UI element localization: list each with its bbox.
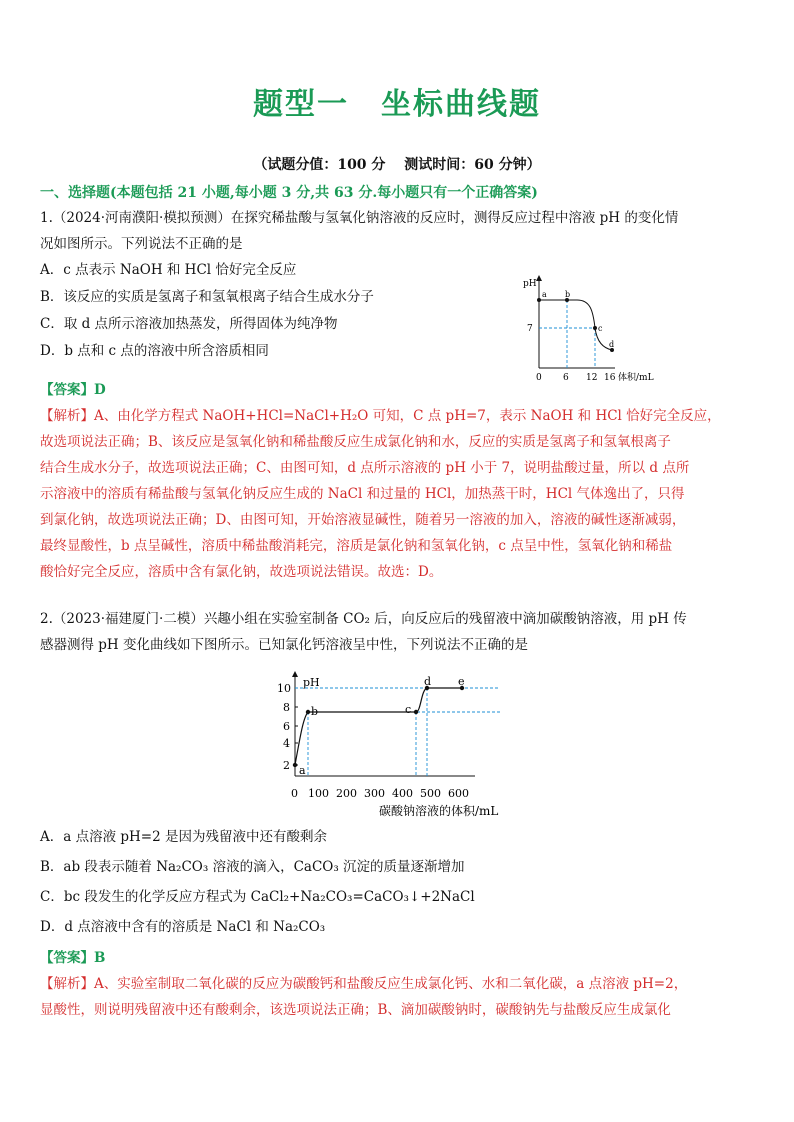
q2-x-tick-600: 600	[448, 787, 469, 800]
q1-analysis-2: 故选项说法正确；B、该反应是氢氧化钠和稀盐酸反应生成氯化钠和水，反应的实质是氢离子和氢氧根离子	[40, 434, 671, 450]
q2-x-tick-200: 200	[336, 787, 357, 800]
q1-y-tick-7: 7	[527, 324, 533, 334]
q2-label-d: d	[424, 675, 432, 688]
q2-answer: 【答案】B	[40, 950, 106, 966]
q2-option-d: D．d 点溶液中含有的溶质是 NaCl 和 Na₂CO₃	[40, 919, 326, 935]
q2-y-tick-6: 6	[283, 720, 290, 733]
q2-stem-line2: 感器测得 pH 变化曲线如下图所示。已知氯化钙溶液呈中性，下列说法不正确的是	[40, 637, 528, 653]
q2-point-a	[293, 763, 297, 767]
q1-xlabel: 体积/mL	[618, 373, 654, 383]
q1-analysis-7: 酸恰好完全反应，溶质中含有氯化钠，故选项说法错误。故选：D。	[40, 564, 443, 580]
q1-analysis-3: 结合生成水分子，故选项说法正确；C、由图可知，d 点所示溶液的 pH 小于 7，说明盐酸过量，所以 d 点所	[40, 460, 690, 476]
q1-label-a: a	[542, 290, 547, 299]
q1-option-c: C．取 d 点所示溶液加热蒸发，所得固体为纯净物	[40, 316, 338, 332]
q2-ph-curve	[295, 688, 462, 765]
q2-x-tick-500: 500	[420, 787, 441, 800]
q1-x-tick-0: 0	[536, 373, 542, 383]
q2-label-b: b	[311, 705, 319, 718]
q2-ph-chart	[275, 668, 525, 818]
q1-point-a	[537, 298, 541, 302]
test-meta: （试题分值：100 分 测试时间：60 分钟）	[253, 157, 541, 173]
q2-option-a: A．a 点溶液 pH=2 是因为残留液中还有酸剩余	[40, 829, 327, 845]
q1-x-tick-6: 6	[563, 373, 569, 383]
q2-x-tick-300: 300	[364, 787, 385, 800]
q2-analysis-2: 显酸性，则说明残留液中还有酸剩余，该选项说法正确；B、滴加碳酸钠时，碳酸钠先与盐酸反应生成氯化	[40, 1002, 671, 1018]
q2-point-c	[414, 710, 418, 714]
q2-x-tick-100: 100	[308, 787, 329, 800]
q1-ylabel: pH	[523, 279, 537, 289]
q1-x-tick-12: 12	[586, 373, 598, 383]
q2-label-a: a	[299, 764, 306, 777]
q1-analysis-4: 示溶液中的溶质有稀盐酸与氢氧化钠反应生成的 NaCl 和过量的 HCl，加热蒸干时，HCl 气体逸出了，只得	[40, 486, 685, 502]
q1-label-b: b	[565, 290, 571, 299]
q1-x-tick-16: 16	[604, 373, 616, 383]
q2-y-tick-4: 4	[283, 737, 290, 750]
section-heading: 一、选择题(本题包括 21 小题,每小题 3 分,共 63 分.每小题只有一个正确答案)	[40, 185, 538, 201]
q1-stem-line1: 1.（2024·河南濮阳·模拟预测）在探究稀盐酸与氢氧化钠溶液的反应时，测得反应过程中溶液 pH 的变化情	[40, 210, 679, 226]
q2-option-b: B．ab 段表示随着 Na₂CO₃ 溶液的滴入，CaCO₃ 沉淀的质量逐渐增加	[40, 859, 465, 875]
q2-label-e: e	[458, 675, 465, 688]
question-2-stem	[40, 606, 760, 658]
q2-x-tick-0: 0	[291, 787, 298, 800]
question-2-body	[40, 824, 760, 1023]
q2-ylabel: pH	[303, 676, 320, 689]
q2-stem-line1: 2.（2023·福建厦门·二模）兴趣小组在实验室制备 CO₂ 后，向反应后的残留液中滴加碳酸钠溶液，用 pH 传	[40, 611, 687, 627]
q2-option-c: C．bc 段发生的化学反应方程式为 CaCl₂+Na₂CO₃=CaCO₃↓+2NaCl	[40, 889, 475, 905]
q2-point-b	[306, 710, 310, 714]
q2-y-tick-8: 8	[283, 701, 290, 714]
q2-y-tick-10: 10	[277, 682, 291, 695]
q2-x-tick-400: 400	[392, 787, 413, 800]
q1-stem-line2: 况如图所示。下列说法不正确的是	[40, 236, 243, 252]
q2-label-c: c	[405, 703, 412, 716]
q1-ph-chart	[515, 270, 675, 385]
q1-option-a: A．c 点表示 NaOH 和 HCl 恰好完全反应	[40, 262, 297, 278]
q1-option-b: B．该反应的实质是氢离子和氢氧根离子结合生成水分子	[40, 289, 374, 305]
q1-point-c	[593, 326, 597, 330]
page-title: 题型一 坐标曲线题	[253, 87, 541, 122]
q1-analysis-6: 最终显酸性，b 点呈碱性，溶质中稀盐酸消耗完，溶质是氯化钠和氢氧化钠，c 点呈中性，氢氧化钠和稀盐	[40, 538, 673, 554]
question-1	[40, 205, 760, 585]
q1-analysis-1: 【解析】A、由化学方程式 NaOH+HCl=NaCl+H₂O 可知，C 点 pH=7，表示 NaOH 和 HCl 恰好完全反应，	[40, 408, 721, 424]
q1-analysis-5: 到氯化钠，故选项说法正确；D、由图可知，开始溶液显碱性，随着另一溶液的加入，溶液的碱性逐渐减弱，	[40, 512, 686, 528]
q1-answer: 【答案】D	[40, 382, 106, 398]
q1-option-d: D．b 点和 c 点的溶液中所含溶质相同	[40, 343, 269, 359]
q2-y-tick-2: 2	[283, 759, 290, 772]
q1-label-c: c	[598, 324, 603, 333]
q1-label-d: d	[609, 340, 615, 349]
q2-xlabel: 碳酸钠溶液的体积/mL	[379, 804, 499, 818]
q2-analysis-1: 【解析】A、实验室制取二氧化碳的反应为碳酸钙和盐酸反应生成氯化钙、水和二氧化碳，a 点溶液 pH=2，	[40, 976, 688, 992]
